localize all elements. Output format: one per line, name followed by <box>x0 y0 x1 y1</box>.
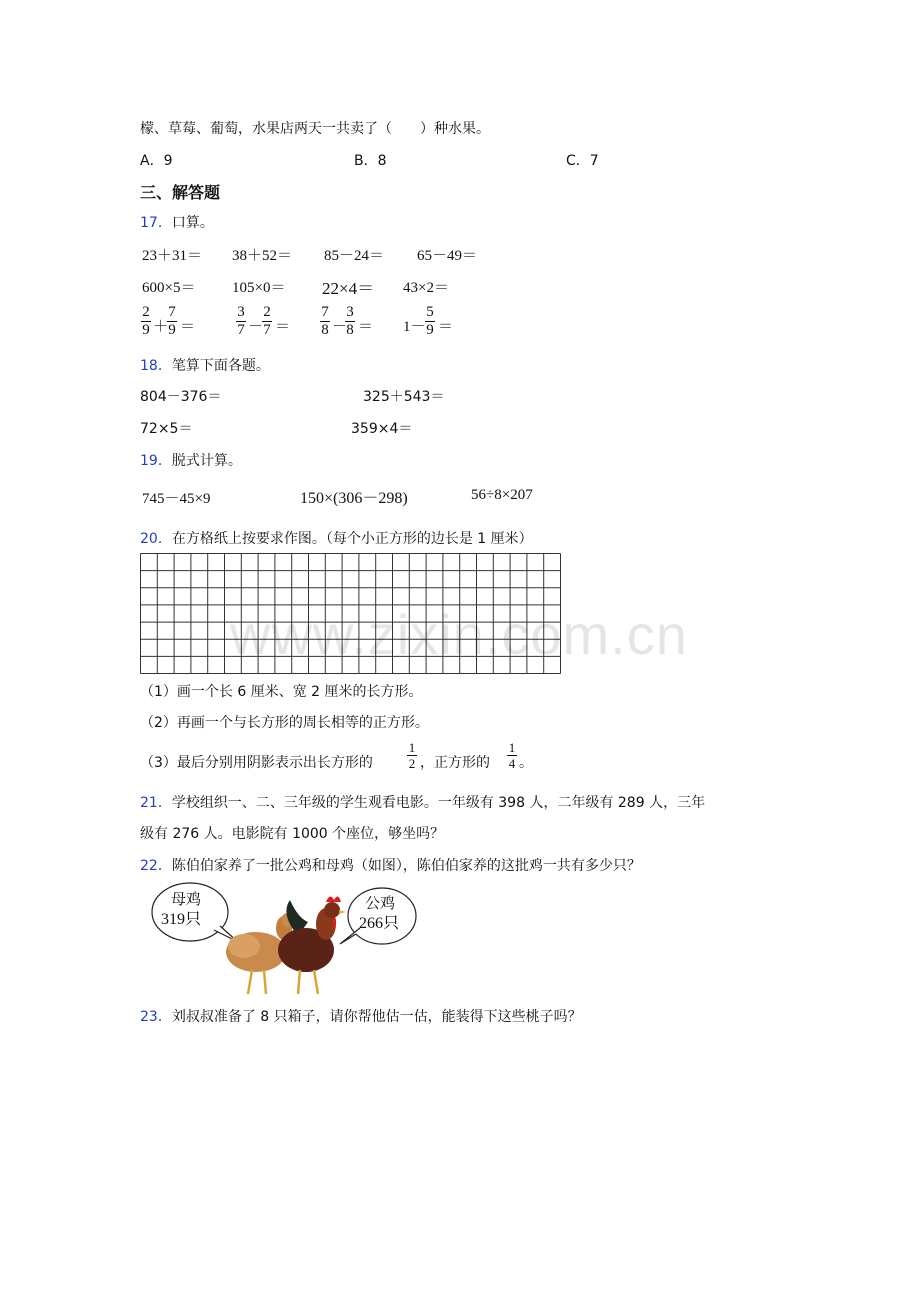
q16-option-c: C．7 <box>566 153 599 169</box>
q19-item-1: 745－45×9 <box>142 491 211 507</box>
q20-sub-2: （2）再画一个与长方形的周长相等的正方形。 <box>140 715 429 731</box>
rooster-count: 266只 <box>359 915 400 932</box>
q16-option-a: A．9 <box>140 153 173 169</box>
q20-frac-half: 1 2 <box>408 740 416 771</box>
q17-r2-3: 22×4＝ <box>322 279 375 298</box>
q19-header <box>140 450 242 470</box>
q17-title: 口算。 <box>171 215 214 231</box>
q18-item-3: 72×5＝ <box>140 421 193 437</box>
q17-f4-eq: ＝ <box>438 319 454 335</box>
q21-line-1: 21．学校组织一、二、三年级的学生观看电影。一年级有 398 人，二年级有 289 人，三年 <box>140 795 706 811</box>
q17-f1-op: ＋ <box>153 319 169 335</box>
hen-label: 母鸡 <box>171 890 202 908</box>
q17-f1b: 7 9 <box>168 304 176 338</box>
q17-f3a: 7 8 <box>321 304 329 338</box>
q18-item-1: 804－376＝ <box>140 389 222 405</box>
q17-f4-whole: 1－ <box>403 319 426 335</box>
q20-title: 在方格纸上按要求作图。（每个小正方形的边长是 1 厘米） <box>171 531 533 547</box>
q20-sub-3-mid: ，正方形的 <box>420 755 490 771</box>
q17-f3-op: － <box>332 319 348 335</box>
q20-sub-3-end: 。 <box>519 755 533 771</box>
q17-r1-4: 65－49＝ <box>417 248 478 264</box>
q20-sub-1: （1）画一个长 6 厘米、宽 2 厘米的长方形。 <box>140 684 423 700</box>
q18-number: 18． <box>140 358 172 374</box>
rooster-label: 公鸡 <box>365 894 396 912</box>
q17-r2-2: 105×0＝ <box>232 280 286 296</box>
q18-item-4: 359×4＝ <box>351 421 413 437</box>
q17-f1a: 2 9 <box>142 304 150 338</box>
q17-r1-3: 85－24＝ <box>324 248 385 264</box>
q17-f3-eq: ＝ <box>358 319 374 335</box>
q23-number: 23． <box>140 1009 172 1025</box>
q17-r2-4: 43×2＝ <box>403 280 449 296</box>
q19-item-2: 150×(306－298) <box>300 490 408 507</box>
q17-r1-1: 23＋31＝ <box>142 248 203 264</box>
q16-option-b: B．8 <box>354 153 387 169</box>
q16-continuation: 檬、草莓、葡萄，水果店两天一共卖了（ ）种水果。 <box>140 121 490 137</box>
q20-sub-3-prefix: （3）最后分别用阴影表示出长方形的 <box>140 755 373 771</box>
watermark: www.zixin.com.cn <box>230 603 688 666</box>
q17-f2-op: － <box>248 319 264 335</box>
q22-header: 22．陈伯伯家养了一批公鸡和母鸡（如图），陈伯伯家养的这批鸡一共有多少只？ <box>140 858 641 874</box>
q17-header <box>140 212 214 232</box>
q17-f3b: 3 8 <box>346 304 354 338</box>
rooster-icon <box>278 896 346 994</box>
q19-title: 脱式计算。 <box>171 453 242 469</box>
q23-header: 23．刘叔叔准备了 8 只箱子，请你帮他估一估，能装得下这些桃子吗？ <box>140 1009 582 1025</box>
q17-f2a: 3 7 <box>237 304 245 338</box>
q17-f2-eq: ＝ <box>275 319 291 335</box>
q17-number: 17． <box>140 215 172 231</box>
q19-item-3: 56÷8×207 <box>471 487 533 503</box>
q22-number: 22． <box>140 858 172 874</box>
q19-number: 19． <box>140 453 172 469</box>
hen-count: 319只 <box>161 911 202 928</box>
q17-f2b: 2 7 <box>263 304 271 338</box>
section-title: 三、解答题 <box>140 183 221 202</box>
q21-number: 21． <box>140 795 172 811</box>
q18-title: 笔算下面各题。 <box>171 358 270 374</box>
q18-item-2: 325＋543＝ <box>363 389 445 405</box>
q17-r1-2: 38＋52＝ <box>232 248 293 264</box>
q20-frac-quarter: 1 4 <box>508 740 516 771</box>
q20-number: 20． <box>140 531 172 547</box>
q21-line-2: 级有 276 人。电影院有 1000 个座位，够坐吗？ <box>140 826 445 842</box>
q20-header <box>140 528 533 548</box>
q17-r2-1: 600×5＝ <box>142 280 196 296</box>
q17-f1-eq: ＝ <box>180 319 196 335</box>
q17-f4: 5 9 <box>426 304 434 338</box>
q18-header <box>140 355 270 375</box>
